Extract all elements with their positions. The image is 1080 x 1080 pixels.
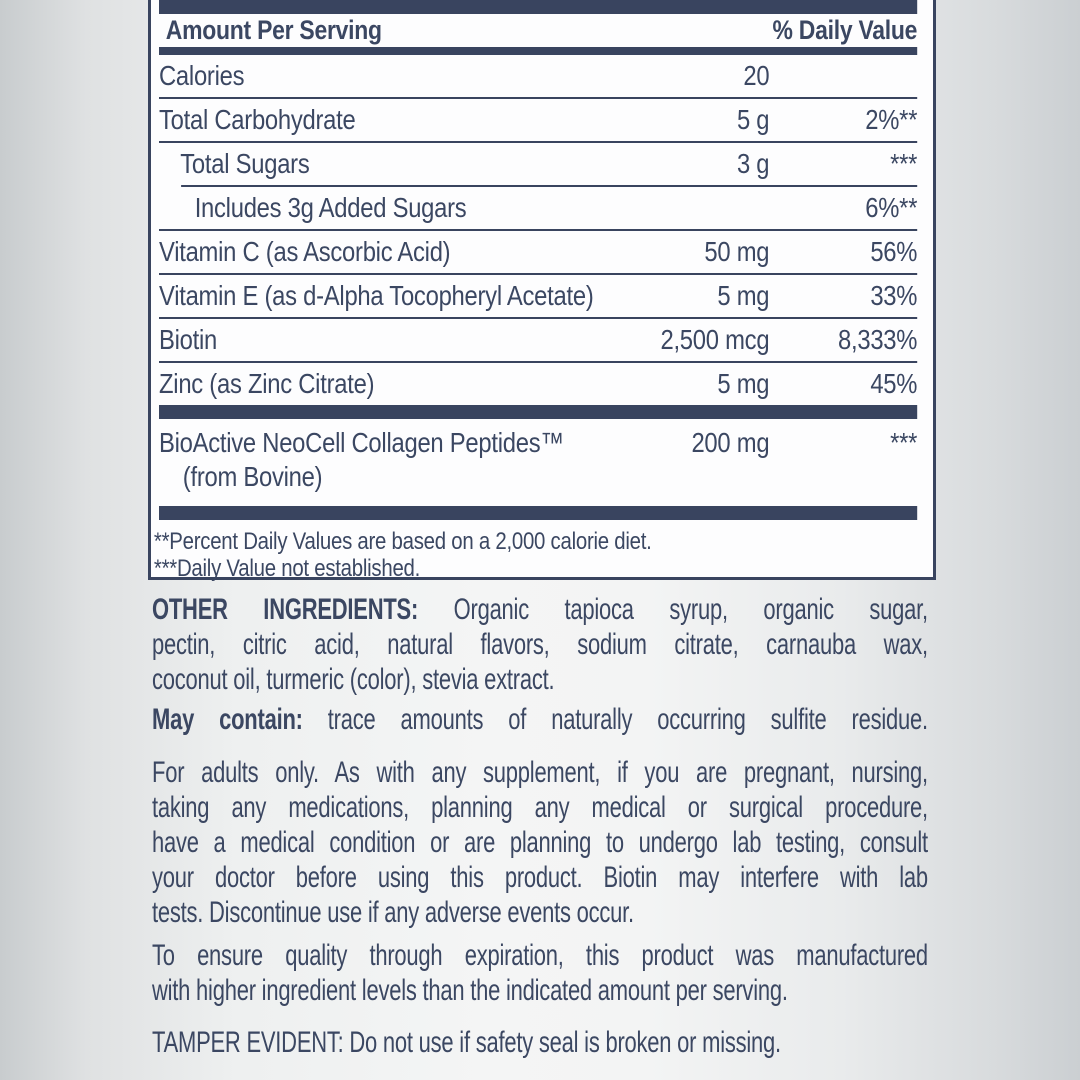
- facts-header-rule: [159, 47, 917, 55]
- footnote-daily-values: **Percent Daily Values are based on a 2,000 calorie diet.: [153, 528, 652, 555]
- fact-amount: 200 mg: [691, 427, 770, 458]
- fact-amount: 20: [743, 60, 770, 91]
- fact-row: [159, 143, 917, 185]
- fact-label: Total Carbohydrate: [159, 104, 356, 135]
- footnote-dv-not-established: ***Daily Value not established.: [153, 555, 421, 582]
- fact-row: [159, 231, 917, 273]
- text-line: TAMPER EVIDENT: Do not use if safety seal is broken or missing.: [152, 1026, 781, 1059]
- text-line: pectin, citric acid, natural flavors, sodium citrate, carnauba wax,: [152, 628, 928, 661]
- fact-daily-value: ***: [890, 427, 918, 458]
- text-line: your doctor before using this product. Biotin may interfere with lab: [152, 861, 928, 894]
- fact-daily-value: 56%: [870, 236, 918, 267]
- fact-label: Vitamin E (as d-Alpha Tocopheryl Acetate): [159, 280, 594, 311]
- facts-rows: [159, 55, 917, 520]
- text-line: have a medical condition or are planning to undergo lab testing, consult: [152, 826, 928, 859]
- fact-daily-value: 8,333%: [838, 324, 918, 355]
- label-paragraphs: [152, 592, 928, 1060]
- text-line: tests. Discontinue use if any adverse events occur.: [152, 896, 634, 929]
- quality-note-paragraph: [152, 938, 928, 1008]
- fact-amount: 2,500 mcg: [660, 324, 770, 355]
- fact-label: Calories: [159, 60, 245, 91]
- fact-amount: 5 g: [736, 104, 770, 135]
- daily-value-label: % Daily Value: [772, 15, 918, 45]
- fact-label: BioActive NeoCell Collagen Peptides™ (from Bovine): [159, 426, 642, 494]
- section-bar: [159, 506, 917, 520]
- adults-warning-paragraph: [152, 755, 928, 930]
- label-paragraphs-inner: [152, 592, 928, 1060]
- facts-footnotes: [154, 528, 917, 582]
- fact-row: [159, 99, 917, 141]
- facts-top-bar: [159, 0, 917, 14]
- fact-daily-value: 6%**: [865, 192, 918, 223]
- fact-amount: 50 mg: [704, 236, 770, 267]
- text-line: May contain: trace amounts of naturally occurring sulfite residue.: [152, 703, 928, 736]
- fact-amount: 5 mg: [717, 280, 770, 311]
- supplement-facts-panel: [148, 0, 936, 580]
- fact-daily-value: 2%**: [865, 104, 918, 135]
- fact-row: [159, 55, 917, 97]
- may-contain-paragraph: [152, 702, 928, 737]
- other-ingredients-paragraph: [152, 592, 928, 697]
- facts-content: [153, 0, 918, 582]
- text-line: taking any medications, planning any medical or surgical procedure,: [152, 791, 928, 824]
- text-line: OTHER INGREDIENTS: Organic tapioca syrup, organic sugar,: [152, 593, 928, 626]
- fact-daily-value: ***: [890, 148, 918, 179]
- fact-label: Vitamin C (as Ascorbic Acid): [159, 236, 451, 267]
- fact-row: [159, 275, 917, 317]
- fact-amount: 3 g: [736, 148, 770, 179]
- fact-label: Zinc (as Zinc Citrate): [159, 368, 375, 399]
- fact-label: Total Sugars: [180, 148, 310, 179]
- amount-per-serving-label: Amount Per Serving: [165, 15, 382, 45]
- fact-row: [159, 187, 917, 229]
- fact-amount: 5 mg: [717, 368, 770, 399]
- fact-daily-value: 33%: [870, 280, 918, 311]
- fact-row: [159, 363, 917, 405]
- fact-row: [159, 419, 917, 506]
- facts-header-row: [159, 14, 917, 47]
- fact-row: [159, 319, 917, 361]
- text-line: coconut oil, turmeric (color), stevia extract.: [152, 663, 555, 696]
- text-line: with higher ingredient levels than the indicated amount per serving.: [152, 974, 788, 1007]
- fact-label: Biotin: [159, 324, 218, 355]
- fact-label: Includes 3g Added Sugars: [194, 192, 467, 223]
- fact-daily-value: 45%: [870, 368, 918, 399]
- text-line: To ensure quality through expiration, this product was manufactured: [152, 939, 928, 972]
- tamper-evident-paragraph: [152, 1025, 928, 1060]
- section-bar: [159, 405, 917, 419]
- fact-sublabel: (from Bovine): [182, 461, 323, 492]
- text-line: For adults only. As with any supplement, if you are pregnant, nursing,: [152, 756, 928, 789]
